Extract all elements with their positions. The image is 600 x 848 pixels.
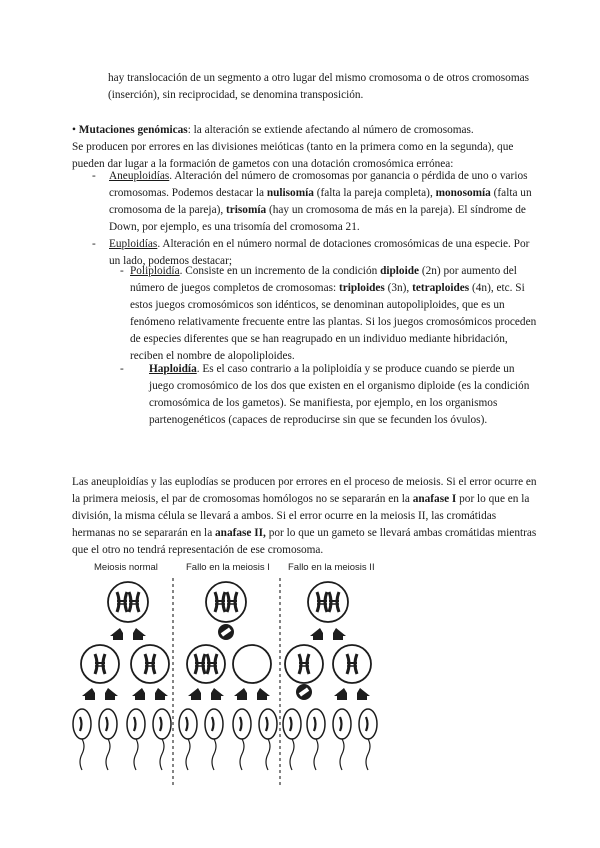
column-fallo-meiosis-ii [283,582,377,770]
aneuploidias-text-3: (falta un cromosoma de la pareja), [109,187,532,216]
mutaciones-title-rest: : la alteración se extiende afectando al número de cromosomas. [187,124,474,136]
aneuploidias-text-4: (hay un cromosoma de más en la pareja). El síndrome de Down, por ejemplo, es una trisomía del cromosoma 21. [109,204,526,233]
haploidia-text: . Es el caso contrario a la poliploidía y se produce cuando se pierde un juego cromosómico de los dos que existen en el organismo diploide (es la condición cromosómica de los gametos). Se manifiesta, por ejemplo, en los organismos partenogenéticos (capaces de reproducirse sin que se fecunden los óvulos). [149,363,530,426]
column-fallo-meiosis-i [179,582,277,770]
meiosis-text-3: por lo que un gameto se llevará ambas cromátidas mientras que el otro no tendrá representación de ese cromosoma. [72,527,537,556]
list-dash: - [120,363,124,375]
meiosis-text-1: Las aneuploidías y las euplodías se producen por errores en el proceso de meiosis. Si el error ocurre en la primera meiosis, el par de cromosomas homólogos no se separarán en la [72,476,537,505]
triploides-term: triploides [338,282,385,294]
bullet: • [72,124,76,136]
meiosis-error-paragraph [72,474,542,559]
euploidias-term: Euploidías [109,238,158,250]
nulisomia-term: nulisomía [266,187,314,199]
meiosis-figure [70,560,530,792]
poliploidia-text-1: . Consiste en un incremento de la condición [179,265,381,277]
poliploidia-term: Poliploidía [130,265,180,277]
monosomia-term: monosomía [435,187,491,199]
mutaciones-title: Mutaciones genómicas [78,124,188,136]
aneuploidias-term: Aneuploidías [109,170,170,182]
poliploidia-text-3: (3n), [384,282,413,294]
poliploidia-text-4: (4n), etc. Si estos juegos cromosómicos son idénticos, se denominan autopoliploides, que es un fenómeno relativamente frecuente entre las plantas. Si los juegos cromosómicos proceden de especies diferentes que se han reagrupado en un individuo mediante hibridación, reciben el nombre de alopoliploides. [130,282,537,362]
list-dash: - [120,265,124,277]
genomic-mutation-list [92,168,532,270]
list-item-aneuploidias [92,168,532,236]
list-item-poliploidia [120,263,540,365]
meiosis-diagram [70,560,530,792]
intro-text: hay translocación de un segmento a otro lugar del mismo cromosoma o de otros cromosomas (inserción), sin reciprocidad, se denomina transposición. [108,72,530,101]
haploidia-term: Haploidía [149,363,197,375]
figure-title-fallo-meiosis-ii: Fallo en la meiosis II [288,562,375,573]
list-item-haploidia [120,361,540,429]
aneuploidias-text-2: (falta la pareja completa), [313,187,436,199]
list-dash: - [92,170,96,182]
diploide-term: diploide [380,265,420,277]
meiosis-text-2: por lo que en la división, la misma célula se llevará a ambos. Si el error ocurre en la meiosis II, las cromátidas hermanas no se separarán en la [72,493,530,539]
anafase-ii-term: anafase II, [215,527,266,539]
column-meiosis-normal [73,582,171,770]
euploidias-text: . Alteración en el número normal de dotaciones cromosómicas de una especie. Por un lado, podemos destacar; [109,238,530,267]
list-dash: - [92,238,96,250]
poliploidia-text-2: (2n) por aumento del número de juegos completos de cromosomas: [130,265,517,294]
trisomia-term: trisomía [226,204,267,216]
figure-title-fallo-meiosis-i: Fallo en la meiosis I [186,562,270,573]
mutaciones-body: Se producen por errores en las divisiones meióticas (tanto en la primera como en la segunda), que pueden dar lugar a la formación de gametos con una dotación cromosómica errónea: [72,141,514,170]
aneuploidias-text-1: . Alteración del número de cromosomas por ganancia o pérdida de uno o varios cromosomas. Podemos destacar la [109,170,528,199]
intro-paragraph [108,70,548,104]
mutaciones-genomicas-section [72,122,542,173]
anafase-i-term: anafase I [412,493,457,505]
tetraploides-term: tetraploides [412,282,470,294]
figure-title-meiosis-normal: Meiosis normal [94,562,158,573]
